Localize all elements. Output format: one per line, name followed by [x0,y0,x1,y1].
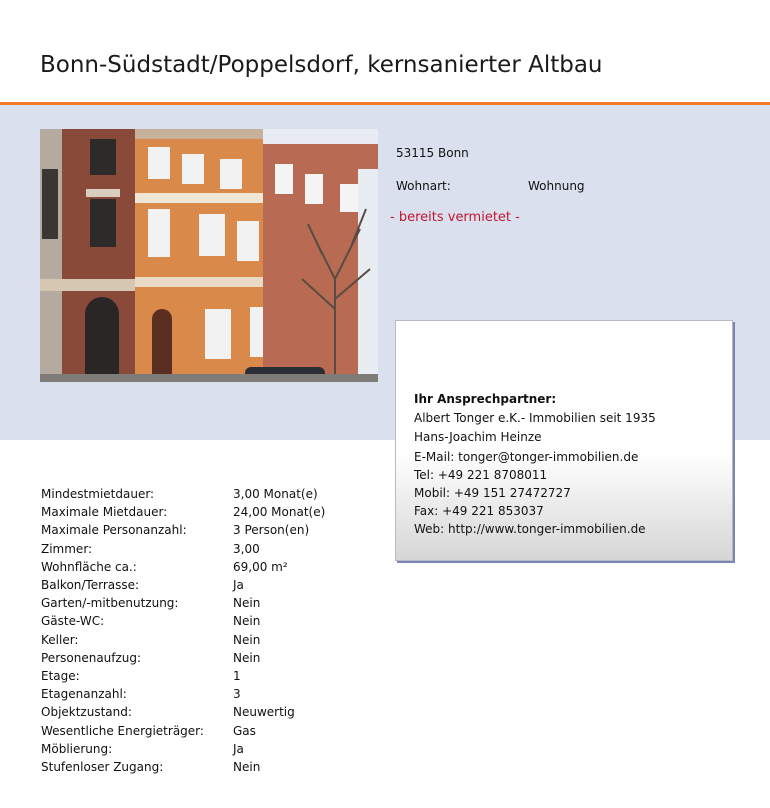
fact-value: Ja [233,742,244,756]
fact-value: 3 [233,687,241,701]
fact-label: Maximale Mietdauer: [41,505,168,519]
fact-label: Balkon/Terrasse: [41,578,140,592]
fact-label: Garten/-mitbenutzung: [41,596,179,610]
contact-box [395,320,733,561]
fact-label: Objektzustand: [41,705,132,719]
fact-value: Gas [233,724,256,738]
fact-label: Personenaufzug: [41,651,142,665]
fact-value: 3,00 [233,542,260,556]
fact-label: Keller: [41,633,79,647]
fact-label: Mindestmietdauer: [41,487,155,501]
fact-label: Stufenloser Zugang: [41,760,164,774]
fact-label: Etagenanzahl: [41,687,127,701]
location-text: 53115 Bonn [396,146,469,160]
fact-value: 1 [233,669,241,683]
contact-person: Hans-Joachim Heinze [414,430,542,444]
fact-value: 24,00 Monat(e) [233,505,326,519]
contact-fax: Fax: +49 221 853037 [414,504,544,518]
fact-value: Nein [233,633,261,647]
fact-value: Nein [233,760,261,774]
contact-company: Albert Tonger e.K.- Immobilien seit 1935 [414,411,656,425]
property-photo [40,129,378,382]
fact-value: Nein [233,614,261,628]
fact-label: Etage: [41,669,80,683]
fact-value: Ja [233,578,244,592]
status-text: - bereits vermietet - [390,210,520,225]
fact-value: 3,00 Monat(e) [233,487,318,501]
contact-email[interactable]: E-Mail: tonger@tonger-immobilien.de [414,450,639,464]
fact-label: Wesentliche Energieträger: [41,724,204,738]
fact-value: Neuwertig [233,705,295,719]
fact-label: Möblierung: [41,742,113,756]
fact-label: Wohnfläche ca.: [41,560,137,574]
contact-tel: Tel: +49 221 8708011 [414,468,548,482]
fact-label: Gäste-WC: [41,614,105,628]
fact-value: 69,00 m² [233,560,288,574]
fact-value: 3 Person(en) [233,523,310,537]
fact-label: Maximale Personanzahl: [41,523,187,537]
contact-web[interactable]: Web: http://www.tonger-immobilien.de [414,522,646,536]
wohnart-value: Wohnung [528,179,585,193]
contact-mobil: Mobil: +49 151 27472727 [414,486,571,500]
page-title: Bonn-Südstadt/Poppelsdorf, kernsanierter Altbau [40,52,603,78]
wohnart-label: Wohnart: [396,179,451,193]
fact-value: Nein [233,596,261,610]
fact-label: Zimmer: [41,542,93,556]
contact-heading: Ihr Ansprechpartner: [414,392,557,406]
fact-value: Nein [233,651,261,665]
